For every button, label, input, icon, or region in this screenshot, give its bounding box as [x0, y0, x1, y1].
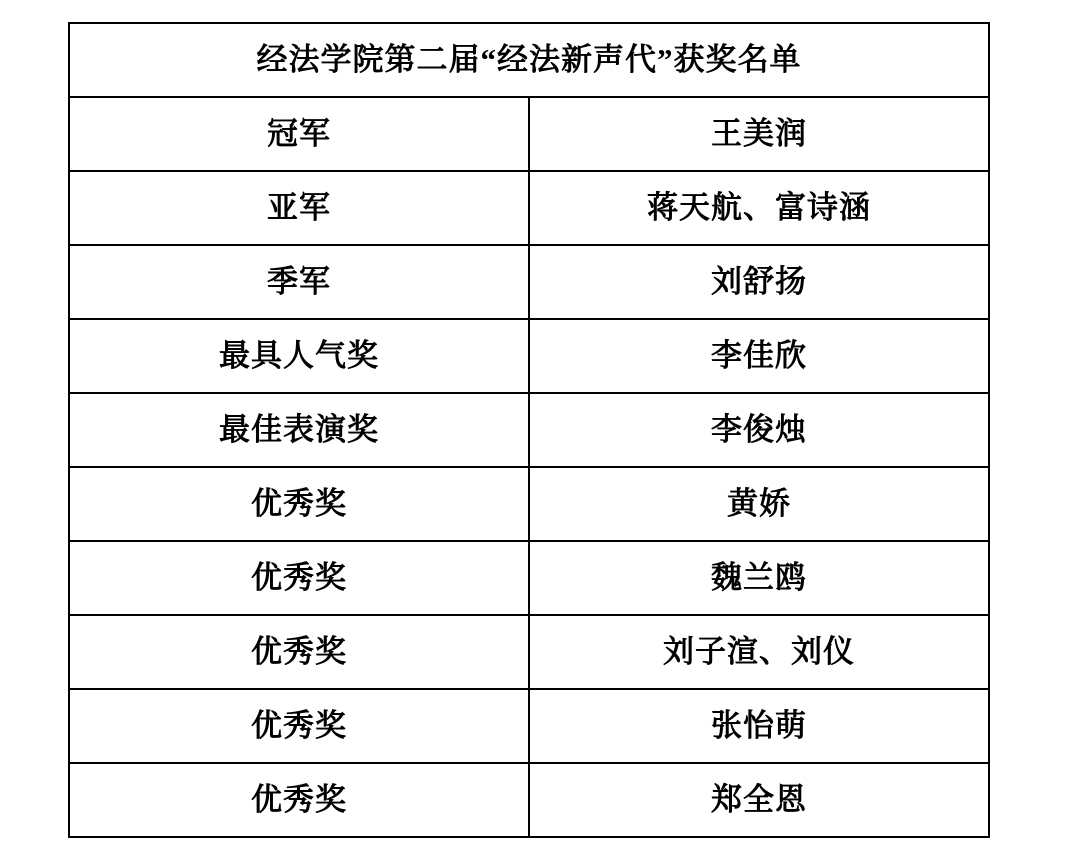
table-row	[69, 615, 989, 689]
table-row	[69, 97, 989, 171]
award-list-table	[68, 22, 990, 838]
winner-name: 魏兰鸥	[529, 541, 989, 615]
table-row	[69, 541, 989, 615]
table-title: 经法学院第二届“经法新声代”获奖名单	[69, 23, 989, 97]
award-label: 优秀奖	[69, 763, 529, 837]
table-row	[69, 763, 989, 837]
table-row	[69, 245, 989, 319]
table-body	[69, 23, 989, 837]
award-label: 最具人气奖	[69, 319, 529, 393]
winner-name: 刘舒扬	[529, 245, 989, 319]
table-title-row	[69, 23, 989, 97]
award-label: 亚军	[69, 171, 529, 245]
winner-name: 黄娇	[529, 467, 989, 541]
table-row	[69, 319, 989, 393]
winner-name: 蒋天航、富诗涵	[529, 171, 989, 245]
award-label: 季军	[69, 245, 529, 319]
award-label: 优秀奖	[69, 689, 529, 763]
winner-name: 李佳欣	[529, 319, 989, 393]
winner-name: 刘子渲、刘仪	[529, 615, 989, 689]
winner-name: 王美润	[529, 97, 989, 171]
award-label: 优秀奖	[69, 541, 529, 615]
winner-name: 张怡萌	[529, 689, 989, 763]
award-label: 冠军	[69, 97, 529, 171]
winner-name: 李俊烛	[529, 393, 989, 467]
award-label: 优秀奖	[69, 467, 529, 541]
table-row	[69, 171, 989, 245]
table-row	[69, 393, 989, 467]
table-row	[69, 689, 989, 763]
winner-name: 郑全恩	[529, 763, 989, 837]
table-row	[69, 467, 989, 541]
award-label: 最佳表演奖	[69, 393, 529, 467]
award-label: 优秀奖	[69, 615, 529, 689]
